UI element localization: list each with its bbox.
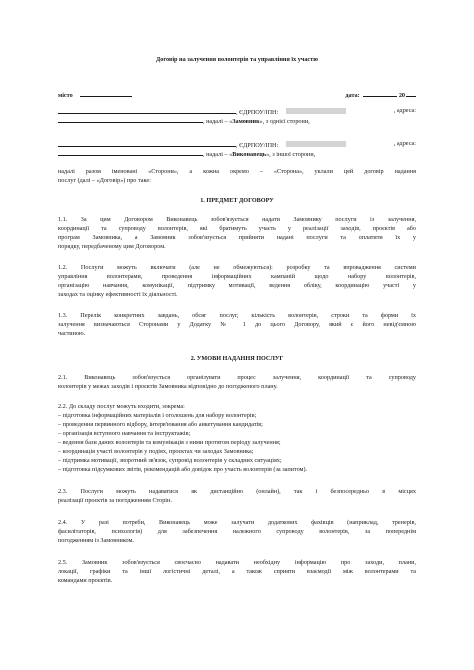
paragraph-line: 2.3. Послуги можуть надаватися як дистанційно (онлайн), так і безпосередньо в місцях	[58, 488, 416, 495]
party1-name-blank[interactable]	[58, 107, 236, 114]
paragraph-line: програм Замовника, а Замовник зобов'язується прийняти надані послуги та оплатити їх у	[58, 234, 416, 241]
city-blank[interactable]	[80, 90, 132, 97]
paragraph-line: 2.2. До складу послуг можуть входити, зокрема:	[58, 403, 185, 410]
party2-named-suffix: », з іншої сторони,	[266, 151, 316, 158]
party2-line2	[58, 149, 416, 159]
date-label: дата:	[345, 92, 360, 99]
paragraph-line: організацію навчання, комунікації, підтримку мотивації, ведення обліку, координацію участі у	[58, 282, 416, 289]
list-item: – ведення бази даних волонтерів та комунікація з ними протягом періоду залучення;	[58, 439, 281, 446]
list-item: – підтримка мотивації, зворотний зв'язок, супровід волонтерів у складних ситуаціях;	[58, 457, 282, 464]
paragraph-line: 1.1. За цим Договором Виконавець зобов'язується надати Замовнику послуги із залучення,	[58, 216, 416, 223]
city-date-row	[58, 90, 416, 100]
list-item: – підготовка інформаційних матеріалів і оголошень для набору волонтерів;	[58, 412, 257, 419]
paragraph-line: управління волонтерами, проведення інформаційних кампаній щодо набору волонтерів,	[58, 273, 416, 280]
paragraph-line: погодженням із Замовником.	[58, 537, 134, 544]
party2-edrpou-field[interactable]	[286, 141, 346, 147]
paragraph-line: 2.4. У разі потреби, Виконавець може залучати додаткових фахівців (наприклад, тренерів,	[58, 519, 416, 526]
paragraph-line: локації, графіки та інші логістичні деталі, а також сприяти взаємодії між волонтерами та	[58, 568, 416, 575]
party2-name-blank[interactable]	[58, 140, 236, 147]
paragraph-line: реалізації проєктів за погодженням Сторін.	[58, 497, 172, 504]
list-item: – організація вступного навчання та інструктажів;	[58, 430, 191, 437]
party1-address-blank[interactable]	[58, 116, 203, 123]
party2-edrpou-label: , ЄДРПОУ/ІПН:	[236, 142, 279, 149]
intro-line-1: надалі разом іменовані «Сторони», а кожна окремо – «Сторона», уклали цей договір надання	[58, 168, 416, 175]
party1-edrpou-field[interactable]	[286, 108, 346, 114]
document-title: Договір на залучення волонтерів та управління їх участю	[156, 56, 318, 63]
party1-address-label: , адреса:	[393, 107, 416, 114]
paragraph-line: командами проєктів.	[58, 577, 113, 584]
party2-named-prefix: , надалі – «	[203, 151, 233, 158]
party1-named-suffix: », з однієї сторони,	[259, 118, 310, 125]
party1-edrpou-label: , ЄДРПОУ/ІПН:	[236, 109, 279, 116]
list-item: – проведення первинного відбору, інтерв'ювання або анкетування кандидатів;	[58, 421, 263, 428]
list-item: – підготовка підсумкових звітів, рекомендацій або довідок про участь волонтерів (за запитом).	[58, 466, 308, 473]
date-field	[345, 90, 416, 100]
date-year: 20	[398, 92, 405, 99]
paragraph-line: 1.3. Перелік конкретних завдань, обсяг послуг, кількість волонтерів, строки та форми їх	[58, 312, 416, 319]
list-item: – координація участі волонтерів у подіях, проєктах чи заходах Замовника;	[58, 448, 254, 455]
date-blank[interactable]	[363, 90, 397, 97]
paragraph-line: 1.2. Послуги можуть включати (але не обмежуються): розробку та впровадження системи	[58, 264, 416, 271]
party1-named-prefix: , надалі – «	[203, 118, 233, 125]
intro-line-2: послуг (далі – «Договір») про таке:	[58, 177, 151, 184]
party2-role: Виконавець	[232, 151, 267, 158]
party1-line2	[58, 116, 416, 126]
paragraph-line: 2.5. Замовник зобов'язується своєчасно надавати необхідну інформацію про заходи, плани,	[58, 559, 416, 566]
party2-address-label: , адреса:	[393, 140, 416, 147]
paragraph-line: координації та супроводу волонтерів, які братимуть участь у реалізації заходів, проєктів або	[58, 225, 416, 232]
paragraph-line: частиною.	[58, 330, 86, 337]
city-label: місто	[58, 92, 73, 99]
party2-address-blank[interactable]	[58, 149, 203, 156]
paragraph-line: волонтерів у межах заходів і проєктів Замовника відповідно до погодженого плану.	[58, 383, 278, 390]
paragraph-line: фасилітаторів, психологів) для забезпечення належного супроводу волонтерів, за попереднім	[58, 528, 416, 535]
paragraph-line: 2.1. Виконавець зобов'язується організувати процес залучення, координації та супроводу	[58, 374, 416, 381]
section-1-heading: 1. ПРЕДМЕТ ДОГОВОРУ	[200, 197, 274, 204]
section-2-heading: 2. УМОВИ НАДАННЯ ПОСЛУГ	[190, 355, 284, 362]
paragraph-line: залучення визначаються Сторонами у Додатку № 1 до цього Договору, який є його невід'ємною	[58, 321, 416, 328]
party1-role: Замовник	[232, 118, 260, 125]
paragraph-line: заходах та оцінку ефективності їх діяльності.	[58, 291, 178, 298]
year-blank[interactable]	[406, 90, 416, 97]
paragraph-line: порядку, передбаченому цим Договором.	[58, 243, 166, 250]
